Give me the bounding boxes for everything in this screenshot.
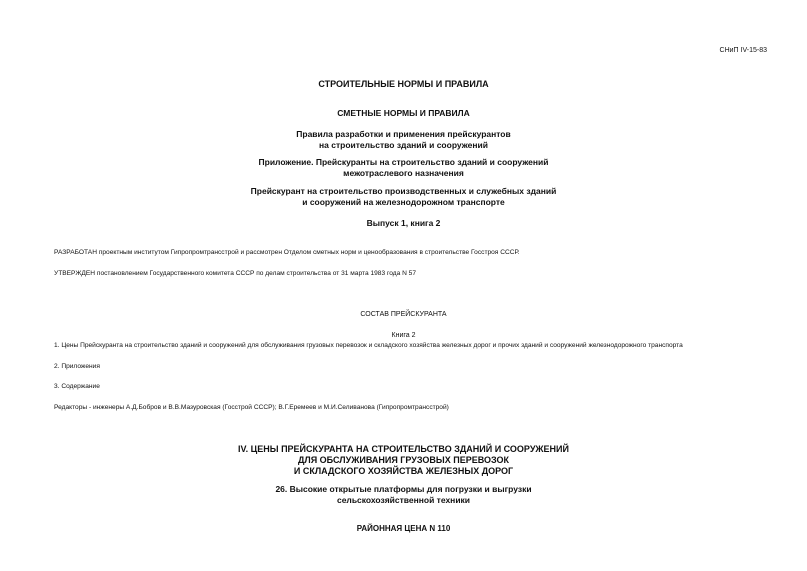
rules-heading (0, 129, 807, 151)
price-list-line-1: Прейскурант на строительство производственных и служебных зданий (250, 186, 557, 196)
rules-line-1: Правила разработки и применения прейскурантов (296, 129, 511, 139)
approved-paragraph: УТВЕРЖДЕН постановлением Государственного комитета СССР по делам строительства от 31 марта 1983 года N 57 (54, 270, 416, 277)
composition-title: СОСТАВ ПРЕЙСКУРАНТА (360, 311, 447, 318)
appendix-heading (0, 157, 807, 179)
document-code: СНиП IV-15-83 (719, 47, 767, 54)
chapter-line-1: 26. Высокие открытые платформы для погрузки и выгрузки (275, 484, 532, 494)
section-heading-line-2: ДЛЯ ОБСЛУЖИВАНИЯ ГРУЗОВЫХ ПЕРЕВОЗОК (297, 455, 509, 465)
section-heading-line-3: И СКЛАДСКОГО ХОЗЯЙСТВА ЖЕЛЕЗНЫХ ДОРОГ (293, 466, 514, 476)
section-heading (0, 444, 807, 477)
editors-line: Редакторы - инженеры А.Д.Бобров и В.В.Мазуровская (Госстрой СССР); В.Г.Еремеев и М.И.Селиванова (Гипропромтрансстрой) (54, 404, 449, 411)
section-heading-line-1: IV. ЦЕНЫ ПРЕЙСКУРАНТА НА СТРОИТЕЛЬСТВО ЗДАНИЙ И СООРУЖЕНИЙ (238, 444, 569, 454)
appendix-line-2: межотраслевого назначения (343, 168, 464, 178)
appendix-line-1: Приложение. Прейскуранты на строительство зданий и сооружений (258, 157, 549, 167)
chapter-heading (0, 484, 807, 506)
issue-label: Выпуск 1, книга 2 (366, 218, 441, 228)
price-list-heading (0, 186, 807, 208)
list-item: 3. Содержание (54, 383, 100, 390)
developed-paragraph: РАЗРАБОТАН проектным институтом Гипропромтрансстрой и рассмотрен Отделом сметных норм и ценообразования в строительстве Госстроя СССР. (54, 249, 520, 256)
list-item: 2. Приложения (54, 363, 100, 370)
rules-line-2: на строительство зданий и сооружений (319, 140, 488, 150)
book-label: Книга 2 (391, 332, 416, 339)
main-title: СТРОИТЕЛЬНЫЕ НОРМЫ И ПРАВИЛА (318, 79, 489, 89)
regional-price-label: РАЙОННАЯ ЦЕНА N 110 (356, 524, 451, 533)
chapter-line-2: сельскохозяйственной техники (336, 495, 471, 505)
subtitle: СМЕТНЫЕ НОРМЫ И ПРАВИЛА (337, 108, 470, 118)
price-list-line-2: и сооружений на железнодорожном транспорте (302, 197, 505, 207)
list-item: 1. Цены Прейскуранта на строительство зданий и сооружений для обслуживания грузовых перевозок и складского хозяйства железных дорог и прочих зданий и сооружений железнодорожного транспорта (54, 342, 683, 349)
